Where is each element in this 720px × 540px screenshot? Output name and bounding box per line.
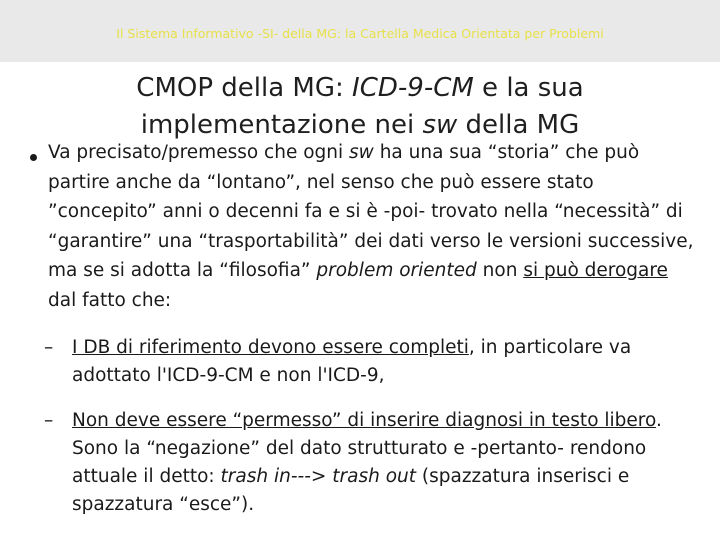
title-part-1: CMOP della MG: <box>136 73 353 103</box>
sub-bullet-1-text <box>44 334 700 390</box>
bullet-dot-icon <box>30 154 37 161</box>
dash-icon: – <box>44 337 54 358</box>
main-text-6: si può derogare <box>523 260 668 281</box>
sub2-text-4: (spazzatura inserisci e spazzatura “esce”). <box>72 466 630 515</box>
sub-bullet-1 <box>44 334 700 390</box>
main-bullet-text <box>48 138 700 315</box>
slide-header: Il Sistema Informativo -SI- della MG: la Cartella Medica Orientata per Problemi <box>116 26 604 41</box>
main-text-1: Va precisato/premesso che ogni <box>48 142 350 163</box>
main-text-5: non <box>476 260 524 281</box>
main-text-3: ha una sua “storia” che può partire anche da “lontano”, nel senso che può essere stato ”concepito” anni o decenni fa e si è -poi- trovato nella “necessità” di “garantire” una “trasportabilità” dei dati verso le versioni successive, ma se si adotta la “filosofia” <box>48 142 694 281</box>
dash-icon: – <box>44 410 54 431</box>
title-part-2: ICD-9-CM <box>352 73 474 103</box>
sub1-text-1: I DB di riferimento devono essere completi <box>72 337 469 358</box>
main-text-2: sw <box>349 142 374 163</box>
sub-bullet-2-text <box>44 407 700 519</box>
title-part-3: e la sua implementazione nei <box>140 73 584 140</box>
sub-bullet-2 <box>44 407 700 519</box>
slide-title <box>40 70 680 144</box>
sub2-text-2: . Sono la “negazione” del dato strutturato e -pertanto- rendono attuale il detto: <box>72 410 662 487</box>
sub2-text-3: trash in---> trash out <box>220 466 416 487</box>
title-part-4: sw <box>422 110 458 140</box>
main-text-4: problem oriented <box>316 260 477 281</box>
sub1-text-2: , in particolare va adottato l'ICD-9-CM e non l'ICD-9, <box>72 337 632 386</box>
main-text-7: dal fatto che: <box>48 289 172 311</box>
title-part-5: della MG <box>457 110 580 140</box>
sub2-text-1: Non deve essere “permesso” di inserire diagnosi in testo libero <box>72 410 656 431</box>
